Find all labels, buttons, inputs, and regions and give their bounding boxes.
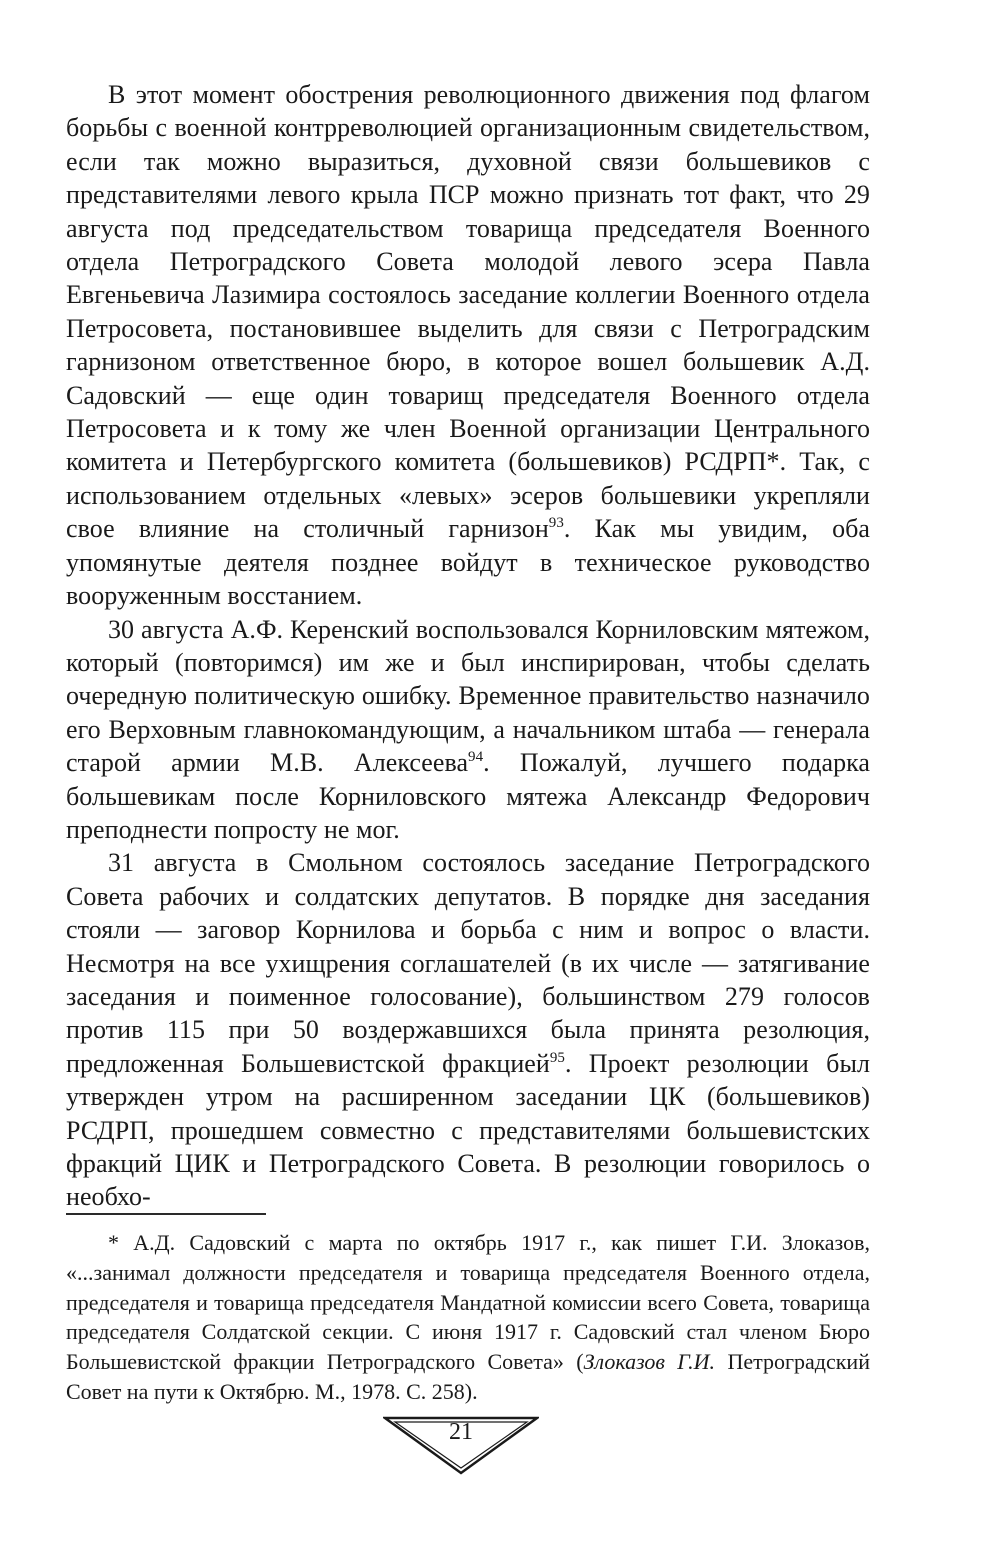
paragraph-2-continuation: . Пожалуй, лучшего подарка большевикам после Корниловского мятежа Александр Федорович преподнести попросту не мог. xyxy=(66,748,870,844)
endnote-ref-93: 93 xyxy=(548,515,564,532)
page-number-ornament xyxy=(383,1416,539,1476)
footnote-text: * А.Д. Садовский с марта по октябрь 1917 г., как пишет Г.И. Злоказов, «...занимал должности председателя и товарища председателя Военного отдела, председателя и товарища председателя Мандатной комиссии всего Совета, товарища председателя Солдатской секции. С июня 1917 г. Садовский стал членом Бюро Большевистской фракции Петроградского Совета» ( xyxy=(66,1230,870,1375)
paragraph-2-text: 30 августа А.Ф. Керенский воспользовался Корниловским мятежом, который (повторимся) им же и был инспирирован, чтобы сделать очередную политическую ошибку. Временное правительство назначило его Верховным главнокомандующим, а начальником штаба — генерала старой армии М.В. Алексеева xyxy=(66,614,870,778)
paragraph-3 xyxy=(66,846,870,1213)
paragraph-3-text: 31 августа в Смольном состоялось заседание Петроградского Совета рабочих и солдатских депутатов. В порядке дня заседания стояли — заговор Корнилова и борьба с ним и вопрос о власти. Несмотря на все ухищрения соглашателей (в их числе — затягивание заседания и поименное голосование), большинством 279 голосов против 115 при 50 воздержавшихся была принята резолюция, предложенная Большевистской фракцией xyxy=(66,848,870,1078)
page-number: 21 xyxy=(449,1419,473,1445)
footnote-divider xyxy=(66,1213,266,1215)
paragraph-1-text: В этот момент обострения революционного движения под флагом борьбы с военной контрреволюцией организационным свидетельством, если так можно выразиться, духовной связи большевиков с представителями левого крыла ПСР можно признать тот факт, что 29 августа под председательством товарища председателя Военного отдела Петроградского Совета молодой левого эсера Павла Евгеньевича Лазимира состоялось заседание коллегии Военного отдела Петросовета, постановившее выделить для связи с Петроградским гарнизоном ответственное бюро, в которое вошел большевик А.Д. Садовский — еще один товарищ председателя Военного отдела Петросовета и к тому же член Военной организации Центрального комитета и Петербургского комитета (большевиков) РСДРП*. Так, с использованием отдельных «левых» эсеров большевики укрепляли свое влияние на столичный гарнизон xyxy=(66,80,870,544)
endnote-ref-95: 95 xyxy=(549,1049,565,1066)
footnote-citation: Петроградский Совет на пути к Октябрю. М., 1978. С. 258). xyxy=(66,1349,870,1404)
endnote-ref-94: 94 xyxy=(468,749,484,766)
footnote xyxy=(66,1228,870,1407)
footnote-author: Злоказов Г.И. xyxy=(583,1349,716,1375)
paragraph-1 xyxy=(66,78,870,613)
paragraph-2 xyxy=(66,613,870,847)
paragraph-3-continuation: . Проект резолюции был утвержден утром на расширенном заседании ЦК (большевиков) РСДРП, прошедшем совместно с представителями большевистских фракций ЦИК и Петроградского Совета. В резолюции говорилось о необхо- xyxy=(66,1048,870,1212)
main-text xyxy=(66,78,870,1214)
paragraph-1-continuation: . Как мы увидим, оба упомянутые деятеля позднее войдут в техническое руководство вооруженным восстанием. xyxy=(66,514,870,611)
